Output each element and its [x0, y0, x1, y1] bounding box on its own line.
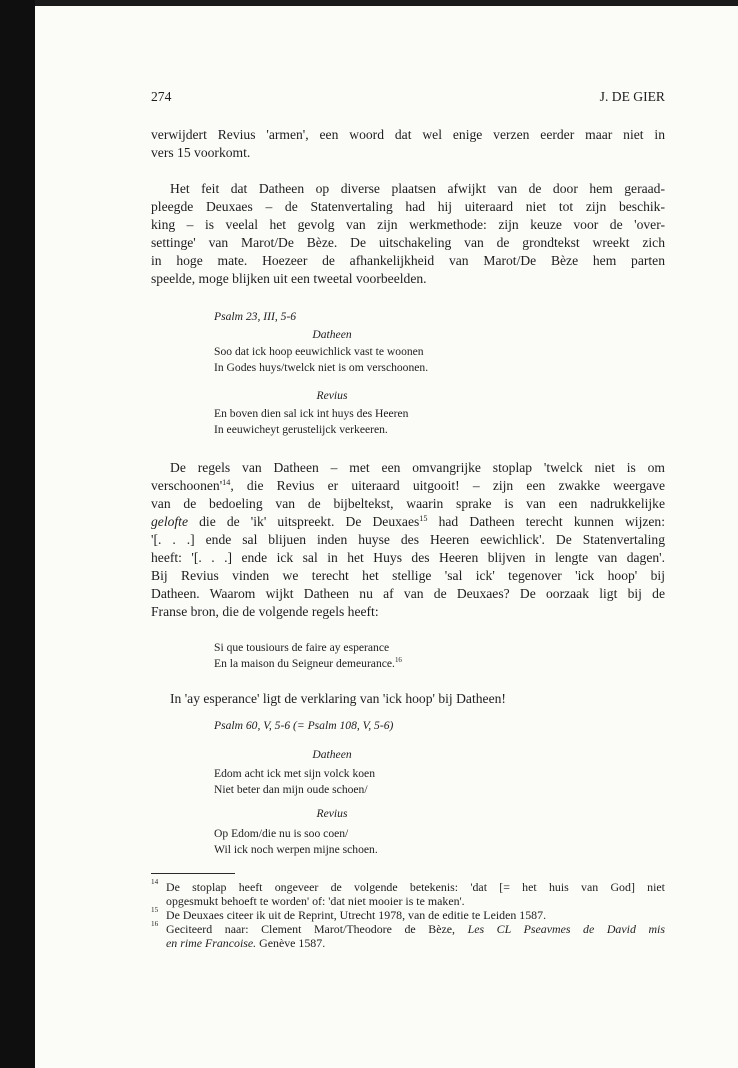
footnote-14-line: opgesmukt behoeft te worden' of: 'dat niet mooier is te maken'.	[166, 894, 465, 908]
datheen-label: Datheen	[312, 748, 352, 761]
psalm-reference: Psalm 23, III, 5-6	[214, 310, 297, 323]
datheen-label: Datheen	[312, 328, 352, 341]
para2-line: pleegde Deuxaes – de Statenvertaling had hij uiteraard niet tot zijn beschik-	[151, 199, 665, 214]
running-title: J. DE GIER	[599, 89, 665, 104]
para4-line: In 'ay esperance' ligt de verklaring van 'ick hoop' bij Datheen!	[170, 691, 506, 706]
scan-border-left	[0, 0, 35, 1068]
verse-line: Soo dat ick hoop eeuwichlick vast te woonen	[214, 345, 424, 358]
para3-line: heeft: '[. . .] ende ick sal in het Huys des Heeren blijven in lengte van dagen'.	[151, 550, 665, 565]
footnote-ref: 16	[394, 656, 402, 664]
footnote-ref: 15	[419, 514, 428, 523]
para3-line: '[. . .] ende sal blijuen inden huyse des Heeren eewichlick'. De Statenvertaling	[151, 532, 665, 547]
revius-label: Revius	[316, 807, 348, 820]
verse-line: Edom acht ick met sijn volck koen	[214, 767, 375, 780]
footnote-rule	[151, 873, 235, 874]
verse-line: Op Edom/die nu is soo coen/	[214, 827, 349, 840]
para3-line: De regels van Datheen – met een omvangrijke stoplap 'twelck niet is om	[170, 460, 665, 475]
footnote-number: 14	[151, 878, 159, 886]
page-number: 274	[151, 89, 172, 104]
verse-line: Si que tousiours de faire ay esperance	[214, 641, 390, 654]
para3-line: $verschoonen'^{14}$, die Revius er uiteraard uitgooit! – zijn een zwakke weergave	[151, 478, 665, 493]
footnote-number: 16	[151, 920, 159, 928]
footnote-number: 15	[151, 906, 159, 914]
para2-line: Het feit dat Datheen op diverse plaatsen afwijkt van de door hem geraad-	[170, 181, 665, 196]
para3-line: Franse bron, die de volgende regels heeft:	[151, 604, 379, 619]
para1-line: verwijdert Revius 'armen', een woord dat wel enige verzen eerder maar niet in	[151, 127, 665, 142]
para2-line: king – is veelal het gevolg van zijn werkmethode: zijn keuze voor de 'over-	[151, 217, 665, 232]
para2-line: speelde, moge blijken uit een tweetal voorbeelden.	[151, 271, 427, 286]
verse-line: En boven dien sal ick int huys des Heeren	[214, 407, 409, 420]
footnote-15-line: De Deuxaes citeer ik uit de Reprint, Utrecht 1978, van de editie te Leiden 1587.	[166, 908, 547, 922]
verse-line: Niet beter dan mijn oude schoen/	[214, 783, 368, 796]
para2-line: settinge' van Marot/De Bèze. De uitschakeling van de grondtekst wreekt zich	[151, 235, 665, 250]
para1-line: vers 15 voorkomt.	[151, 145, 251, 160]
para3-line: gelofte die de 'ik' uitspreekt. De Deuxaes$^{15}$ had Datheen terecht kunnen wijzen:	[151, 514, 665, 529]
verse-line: Wil ick noch werpen mijne schoen.	[214, 843, 378, 856]
para3-line: van de bedoeling van de bijbeltekst, waarin sprake is van een nadrukkelijke	[151, 496, 665, 511]
psalm-reference: Psalm 60, V, 5-6 (= Psalm 108, V, 5-6)	[214, 719, 394, 732]
footnote-14-line: De stoplap heeft ongeveer de volgende betekenis: 'dat [= het huis van God] niet	[166, 880, 665, 894]
verse-line: In Godes huys/twelck niet is om verschoonen.	[214, 361, 429, 374]
footnote-ref: 14	[222, 478, 231, 487]
para3-line: Bij Revius vinden we terecht het stellige 'sal ick' tegenover 'ick hoop' bij	[151, 568, 665, 583]
footnote-16-line: en rime Francoise. Genève 1587.	[166, 936, 326, 950]
revius-label: Revius	[316, 389, 348, 402]
para3-line: Datheen. Waarom wijkt Datheen nu af van de Deuxaes? De oorzaak ligt bij de	[151, 586, 665, 601]
footnote-16-line: Geciteerd naar: Clement Marot/Theodore de Bèze, Les CL Pseavmes de David mis	[166, 922, 665, 936]
para2-line: in hoge mate. Hoezeer de afhankelijkheid van Marot/De Bèze hem parten	[151, 253, 665, 268]
verse-line: In eeuwicheyt gerustelijck verkeeren.	[214, 423, 388, 436]
verse-line: En la maison du Seigneur demeurance.$^{16}$	[214, 656, 402, 670]
